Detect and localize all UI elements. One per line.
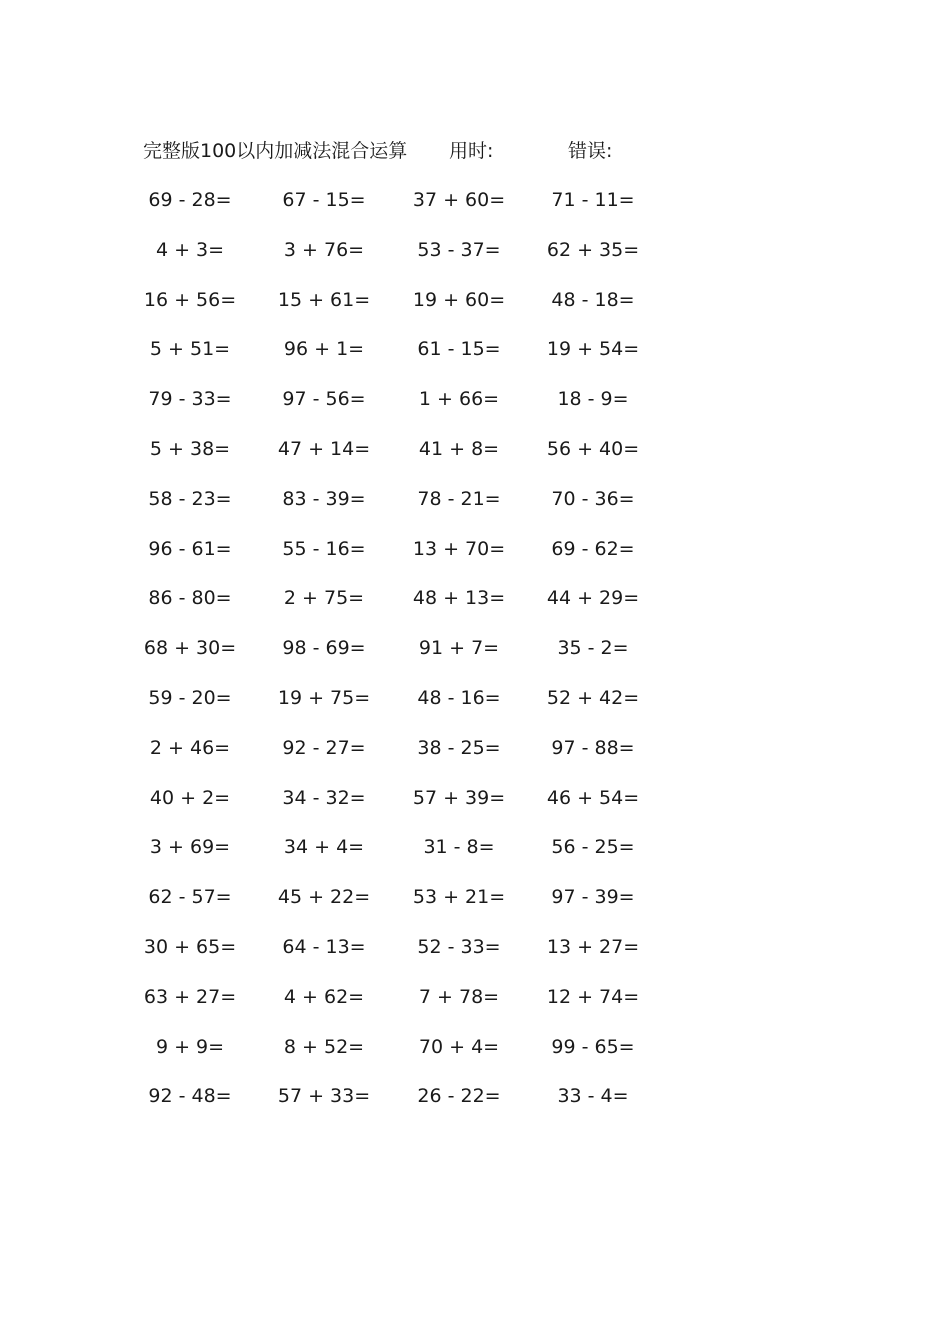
- problem-item: 4 + 3=: [155, 238, 225, 261]
- problem-item: 61 - 15=: [417, 338, 501, 361]
- problem-item: 16 + 56=: [143, 288, 237, 311]
- problem-item: 70 + 4=: [418, 1035, 500, 1058]
- problem-item: 64 - 13=: [282, 935, 366, 958]
- problem-row: [0, 981, 950, 1031]
- problem-row: [0, 433, 950, 483]
- problem-item: 58 - 23=: [148, 487, 232, 510]
- problem-row: [0, 1031, 950, 1081]
- problem-item: 52 - 33=: [417, 935, 501, 958]
- time-used-label: 用时:: [449, 140, 494, 162]
- problem-item: 92 - 48=: [148, 1085, 232, 1108]
- problem-item: 2 + 75=: [283, 587, 365, 610]
- problem-item: 4 + 62=: [283, 985, 365, 1008]
- problem-item: 13 + 70=: [412, 537, 506, 560]
- problem-item: 83 - 39=: [282, 487, 366, 510]
- problem-row: [0, 632, 950, 682]
- problem-item: 12 + 74=: [546, 985, 640, 1008]
- problem-row: [0, 483, 950, 533]
- problem-item: 19 + 60=: [412, 288, 506, 311]
- problem-row: [0, 782, 950, 832]
- problem-item: 44 + 29=: [546, 587, 640, 610]
- problem-item: 68 + 30=: [143, 637, 237, 660]
- problem-item: 34 + 4=: [283, 836, 365, 859]
- problem-row: [0, 234, 950, 284]
- problem-row: [0, 931, 950, 981]
- problem-item: 99 - 65=: [551, 1035, 635, 1058]
- problem-row: [0, 533, 950, 583]
- problem-item: 47 + 14=: [277, 437, 371, 460]
- problem-item: 97 - 39=: [551, 886, 635, 909]
- problem-item: 79 - 33=: [148, 388, 232, 411]
- problem-item: 2 + 46=: [149, 736, 231, 759]
- problem-item: 26 - 22=: [417, 1085, 501, 1108]
- problem-item: 5 + 38=: [149, 437, 231, 460]
- problem-item: 37 + 60=: [412, 189, 506, 211]
- problem-item: 1 + 66=: [418, 388, 500, 411]
- problem-item: 3 + 76=: [283, 238, 365, 261]
- problem-item: 53 - 37=: [417, 238, 501, 261]
- problem-item: 97 - 88=: [551, 736, 635, 759]
- problem-item: 97 - 56=: [282, 388, 366, 411]
- problem-row: [0, 682, 950, 732]
- problem-item: 67 - 15=: [282, 189, 366, 211]
- problem-item: 19 + 54=: [546, 338, 640, 361]
- problem-row: [0, 333, 950, 383]
- problem-item: 57 + 33=: [277, 1085, 371, 1108]
- problem-item: 69 - 62=: [551, 537, 635, 560]
- problem-item: 13 + 27=: [546, 935, 640, 958]
- problem-row: [0, 1080, 950, 1130]
- problem-item: 34 - 32=: [282, 786, 366, 809]
- problem-row: [0, 831, 950, 881]
- problem-row: [0, 582, 950, 632]
- worksheet-header: [0, 136, 950, 166]
- problem-item: 46 + 54=: [546, 786, 640, 809]
- problem-item: 33 - 4=: [557, 1085, 629, 1108]
- problem-item: 78 - 21=: [417, 487, 501, 510]
- problem-row: [0, 184, 950, 234]
- problem-item: 62 - 57=: [148, 886, 232, 909]
- problem-item: 57 + 39=: [412, 786, 506, 809]
- problem-item: 98 - 69=: [282, 637, 366, 660]
- problem-item: 48 - 16=: [417, 686, 501, 709]
- problem-item: 3 + 69=: [149, 836, 231, 859]
- problem-item: 48 + 13=: [412, 587, 506, 610]
- problem-item: 9 + 9=: [155, 1035, 225, 1058]
- problem-row: [0, 732, 950, 782]
- problem-grid: [0, 184, 950, 1130]
- problem-item: 70 - 36=: [551, 487, 635, 510]
- problem-row: [0, 881, 950, 931]
- problem-item: 63 + 27=: [143, 985, 237, 1008]
- problem-item: 31 - 8=: [423, 836, 495, 859]
- problem-item: 45 + 22=: [277, 886, 371, 909]
- problem-item: 38 - 25=: [417, 736, 501, 759]
- worksheet-title: 完整版100以内加减法混合运算: [143, 140, 408, 162]
- problem-item: 86 - 80=: [148, 587, 232, 610]
- problem-item: 96 - 61=: [148, 537, 232, 560]
- problem-row: [0, 383, 950, 433]
- problem-item: 8 + 52=: [283, 1035, 365, 1058]
- problem-item: 91 + 7=: [418, 637, 500, 660]
- problem-item: 7 + 78=: [418, 985, 500, 1008]
- problem-item: 30 + 65=: [143, 935, 237, 958]
- problem-item: 18 - 9=: [557, 388, 629, 411]
- error-count-label: 错误:: [568, 140, 613, 162]
- problem-item: 53 + 21=: [412, 886, 506, 909]
- problem-item: 62 + 35=: [546, 238, 640, 261]
- problem-item: 96 + 1=: [283, 338, 365, 361]
- problem-item: 92 - 27=: [282, 736, 366, 759]
- problem-item: 55 - 16=: [282, 537, 366, 560]
- problem-item: 48 - 18=: [551, 288, 635, 311]
- problem-item: 40 + 2=: [149, 786, 231, 809]
- problem-item: 59 - 20=: [148, 686, 232, 709]
- problem-item: 41 + 8=: [418, 437, 500, 460]
- problem-item: 52 + 42=: [546, 686, 640, 709]
- problem-item: 56 + 40=: [546, 437, 640, 460]
- problem-item: 71 - 11=: [551, 189, 635, 211]
- problem-item: 19 + 75=: [277, 686, 371, 709]
- problem-row: [0, 284, 950, 334]
- problem-item: 5 + 51=: [149, 338, 231, 361]
- problem-item: 15 + 61=: [277, 288, 371, 311]
- problem-item: 35 - 2=: [557, 637, 629, 660]
- problem-item: 69 - 28=: [148, 189, 232, 211]
- problem-item: 56 - 25=: [551, 836, 635, 859]
